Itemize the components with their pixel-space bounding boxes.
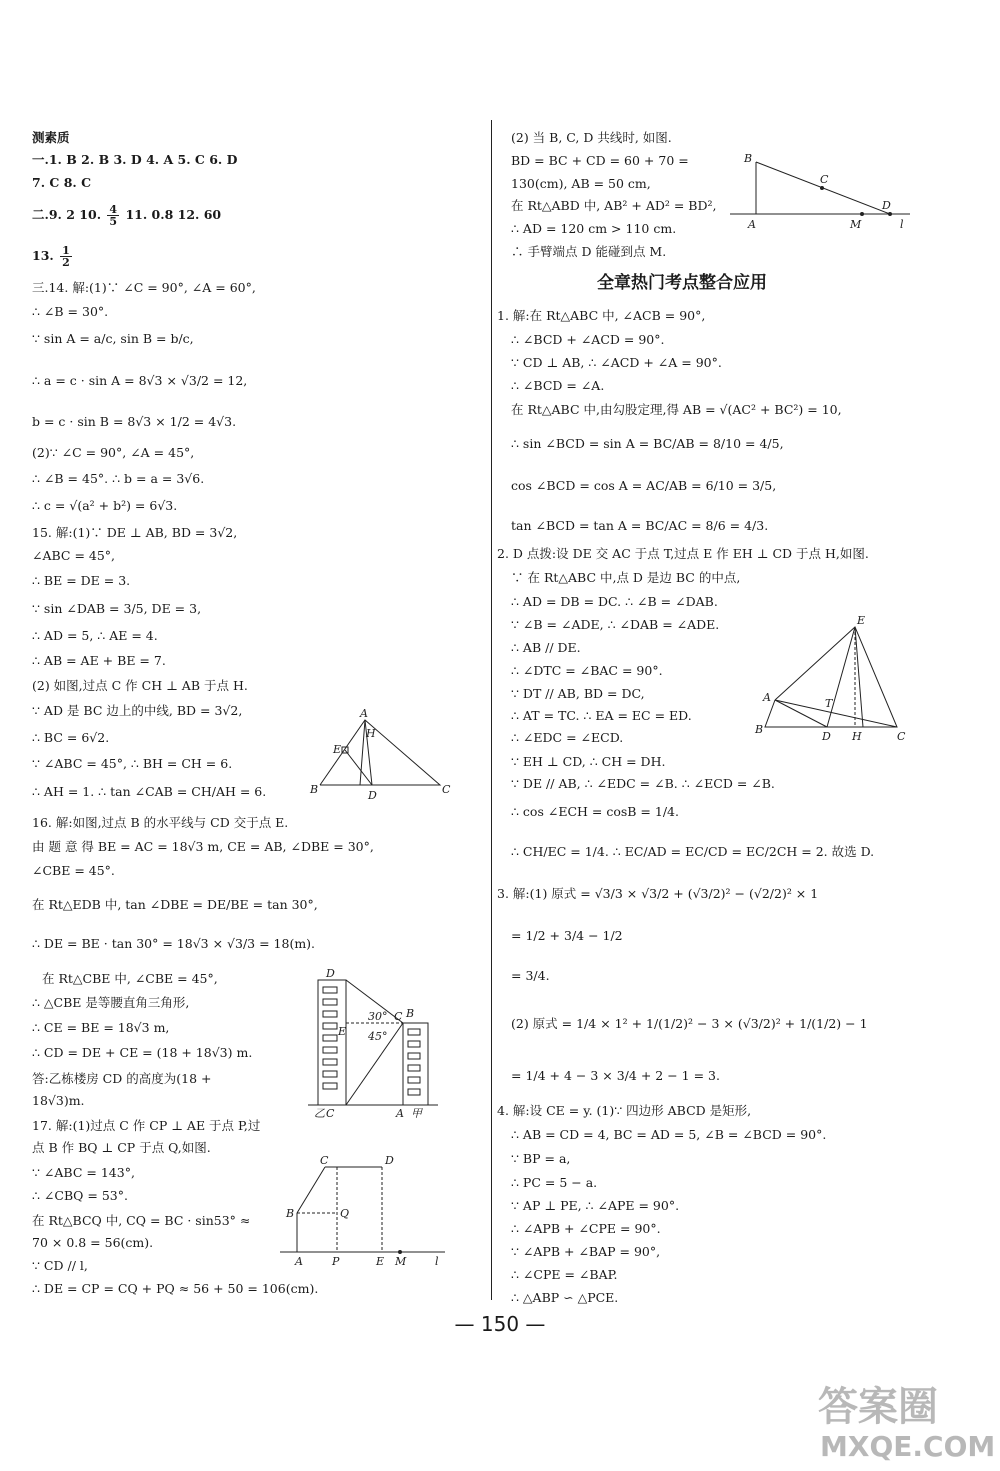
r-line: 在 Rt△ABC 中,由勾股定理,得 AB = √(AC² + BC²) = 10, [511, 402, 842, 417]
svg-text:E: E [857, 614, 866, 627]
q16-line: 在 Rt△CBE 中, ∠CBE = 45°, [42, 971, 218, 986]
ladder-figure [730, 150, 915, 235]
svg-text:A: A [360, 707, 368, 720]
r-line: ∴ sin ∠BCD = sin A = BC/AB = 8/10 = 4/5, [511, 436, 784, 451]
q17-line: ∴ ∠CBQ = 53°. [32, 1188, 128, 1203]
q16-line: ∴ △CBE 是等腰直角三角形, [32, 995, 190, 1010]
svg-text:乙: 乙 [314, 1107, 325, 1120]
q14-line: ∵ sin A = a/c, sin B = b/c, [32, 331, 194, 346]
q15-line: (2) 如图,过点 C 作 CH ⊥ AB 于点 H. [32, 678, 248, 693]
q17b-line: (2) 当 B, C, D 共线时, 如图. [511, 130, 672, 145]
svg-text:A: A [295, 1255, 303, 1268]
r-line: ∴ CH/EC = 1/4. ∴ EC/AD = EC/CD = EC/2CH = 2. 故选 D. [511, 844, 875, 859]
q16-line: ∠CBE = 45°. [32, 863, 115, 878]
r-line: = 3/4. [511, 968, 550, 983]
svg-text:Q: Q [340, 1207, 350, 1220]
r-line: ∴ AD = DB = DC. ∴ ∠B = ∠DAB. [511, 594, 718, 609]
watermark-logo: 答案圈 [818, 1384, 938, 1430]
q17-line: ∴ DE = CP = CQ + PQ ≈ 56 + 50 = 106(cm). [32, 1281, 319, 1296]
r-line: tan ∠BCD = tan A = BC/AC = 8/6 = 4/3. [511, 518, 769, 533]
svg-text:30°: 30° [368, 1010, 388, 1023]
answer-line-3: 二.9. 2 10. $\frac{4}{5}$ 11. 0.8 12. 60 [32, 203, 222, 228]
q17b-line: ∴ 手臂端点 D 能碰到点 M. [511, 244, 667, 259]
r-line: 3. 解:(1) 原式 = √3/3 × √3/2 + (√3/2)² − (√2/2)² × 1 [497, 886, 819, 901]
r-line: ∵ AP ⊥ PE, ∴ ∠APE = 90°. [511, 1198, 680, 1213]
r-line: ∴ ∠CPE = ∠BAP. [511, 1267, 618, 1282]
svg-text:甲: 甲 [411, 1107, 422, 1120]
r-line: ∵ EH ⊥ CD, ∴ CH = DH. [511, 754, 666, 769]
fraction-1-2: $\frac{1}{2}$ [62, 244, 70, 269]
arm-figure-q17 [275, 1155, 450, 1270]
svg-text:A: A [763, 691, 771, 704]
svg-text:C: C [320, 1154, 329, 1167]
pyramid-figure [755, 615, 915, 745]
svg-text:A: A [748, 218, 756, 231]
q15-line: ∴ BE = DE = 3. [32, 573, 131, 588]
r-line: ∵ DT // AB, BD = DC, [511, 686, 645, 701]
q17b-line: 130(cm), AB = 50 cm, [511, 176, 651, 191]
watermark-url: MXQE.COM [820, 1430, 996, 1463]
svg-text:D: D [882, 199, 891, 212]
r-line: ∵ BP = a, [511, 1151, 571, 1166]
svg-text:E: E [333, 743, 342, 756]
r-line: ∴ △ABP ∽ △PCE. [511, 1290, 619, 1305]
triangle-figure-q15 [300, 707, 460, 805]
svg-text:M: M [850, 218, 862, 231]
r-line: ∴ ∠DTC = ∠BAC = 90°. [511, 663, 663, 678]
r-line: ∴ ∠BCD = ∠A. [511, 378, 605, 393]
buildings-figure-q16 [308, 965, 448, 1120]
chapter-heading: 全章热门考点整合应用 [597, 273, 767, 293]
fraction-4-5: $\frac{4}{5}$ [109, 203, 118, 228]
q17-line: ∵ ∠ABC = 143°, [32, 1165, 135, 1180]
r-line: ∵ ∠B = ∠ADE, ∴ ∠DAB = ∠ADE. [511, 617, 720, 632]
section-title: 测素质 [32, 130, 70, 145]
svg-text:A: A [396, 1107, 404, 1120]
r-line: ∴ ∠EDC = ∠ECD. [511, 730, 624, 745]
r-line: ∴ PC = 5 − a. [511, 1175, 598, 1190]
r-line: = 1/4 + 4 − 3 × 3/4 + 2 − 1 = 3. [511, 1068, 720, 1083]
svg-text:T: T [825, 697, 833, 710]
q16-line: 答:乙栋楼房 CD 的高度为(18 + [32, 1071, 212, 1086]
svg-text:E: E [338, 1025, 347, 1038]
q14-line: 三.14. 解:(1)∵ ∠C = 90°, ∠A = 60°, [32, 280, 256, 295]
q17-line: ∵ CD // l, [32, 1258, 88, 1273]
svg-text:D: D [368, 789, 377, 802]
q15-line: ∵ ∠ABC = 45°, ∴ BH = CH = 6. [32, 756, 233, 771]
q16-line: 16. 解:如图,过点 B 的水平线与 CD 交于点 E. [32, 815, 289, 830]
r-line: = 1/2 + 3/4 − 1/2 [511, 928, 623, 943]
r-line: cos ∠BCD = cos A = AC/AB = 6/10 = 3/5, [511, 478, 777, 493]
svg-text:l: l [435, 1255, 439, 1268]
q16-line: 18√3)m. [32, 1093, 85, 1108]
q16-line: 在 Rt△EDB 中, tan ∠DBE = DE/BE = tan 30°, [32, 897, 318, 912]
q17-line: 在 Rt△BCQ 中, CQ = BC · sin53° ≈ [32, 1213, 251, 1228]
q15-line: ∠ABC = 45°, [32, 548, 116, 563]
svg-text:E: E [376, 1255, 385, 1268]
svg-text:B: B [286, 1207, 295, 1220]
svg-text:l: l [900, 218, 904, 231]
q15-line: ∵ sin ∠DAB = 3/5, DE = 3, [32, 601, 202, 616]
svg-text:M: M [395, 1255, 407, 1268]
q15-line: ∴ BC = 6√2. [32, 730, 110, 745]
svg-text:45°: 45° [368, 1030, 388, 1043]
q16-line: ∴ CE = BE = 18√3 m, [32, 1020, 170, 1035]
r-line: ∴ AB // DE. [511, 640, 581, 655]
r-line: ∴ AT = TC. ∴ EA = EC = ED. [511, 708, 692, 723]
q15-line: ∵ AD 是 BC 边上的中线, BD = 3√2, [32, 703, 243, 718]
q15-line: ∴ AD = 5, ∴ AE = 4. [32, 628, 158, 643]
q14-line: ∴ ∠B = 30°. [32, 304, 109, 319]
q14-line: ∴ ∠B = 45°. ∴ b = a = 3√6. [32, 471, 205, 486]
r-line: ∴ cos ∠ECH = cosB = 1/4. [511, 804, 679, 819]
r-line: ∵ CD ⊥ AB, ∴ ∠ACD + ∠A = 90°. [511, 355, 722, 370]
r-line: ∵ ∠APB + ∠BAP = 90°, [511, 1244, 661, 1259]
q17b-line: BD = BC + CD = 60 + 70 = [511, 153, 689, 168]
svg-text:C: C [442, 783, 451, 796]
q16-line: 由 题 意 得 BE = AC = 18√3 m, CE = AB, ∠DBE = 30°, [32, 839, 374, 854]
answer-line-2: 7. C 8. C [32, 175, 92, 190]
q14-line: (2)∵ ∠C = 90°, ∠A = 45°, [32, 445, 195, 460]
r-line: 1. 解:在 Rt△ABC 中, ∠ACB = 90°, [497, 308, 706, 323]
r-line: 2. D 点拨:设 DE 交 AC 于点 T,过点 E 作 EH ⊥ CD 于点 H,如图. [497, 546, 869, 561]
svg-text:B: B [310, 783, 319, 796]
q17-line: 70 × 0.8 = 56(cm). [32, 1235, 154, 1250]
q17-line: 点 B 作 BQ ⊥ CP 于点 Q,如图. [32, 1140, 211, 1155]
q17b-line: ∴ AD = 120 cm > 110 cm. [511, 221, 677, 236]
svg-text:C: C [326, 1107, 335, 1120]
page-number: — 150 — [454, 1312, 546, 1336]
r-line: ∴ ∠APB + ∠CPE = 90°. [511, 1221, 661, 1236]
q17-line: 17. 解:(1)过点 C 作 CP ⊥ AE 于点 P,过 [32, 1118, 261, 1133]
svg-text:C: C [394, 1010, 403, 1023]
svg-text:H: H [852, 730, 862, 743]
q17b-line: 在 Rt△ABD 中, AB² + AD² = BD², [511, 198, 717, 213]
svg-text:D: D [385, 1154, 394, 1167]
svg-text:D: D [326, 967, 335, 980]
r-line: ∴ ∠BCD + ∠ACD = 90°. [511, 332, 665, 347]
svg-text:D: D [822, 730, 831, 743]
answer-line-1: 一.1. B 2. B 3. D 4. A 5. C 6. D [32, 152, 238, 167]
r-line: (2) 原式 = 1/4 × 1² + 1/(1/2)² − 3 × (√3/2)² + 1/(1/2) − 1 [511, 1016, 868, 1031]
q14-line: ∴ c = √(a² + b²) = 6√3. [32, 498, 178, 513]
q16-line: ∴ CD = DE + CE = (18 + 18√3) m. [32, 1045, 253, 1060]
q14-line: b = c · sin B = 8√3 × 1/2 = 4√3. [32, 414, 237, 429]
svg-text:C: C [897, 730, 906, 743]
answer-line-13: 13. $\frac{1}{2}$ [32, 244, 70, 269]
svg-text:B: B [755, 723, 764, 736]
q15-line: 15. 解:(1)∵ DE ⊥ AB, BD = 3√2, [32, 525, 238, 540]
r-line: ∴ AB = CD = 4, BC = AD = 5, ∠B = ∠BCD = 90°. [511, 1127, 827, 1142]
q14-line: ∴ a = c · sin A = 8√3 × √3/2 = 12, [32, 373, 248, 388]
svg-text:H: H [366, 727, 376, 740]
svg-text:B: B [744, 152, 753, 165]
svg-text:C: C [820, 173, 829, 186]
q15-line: ∴ AB = AE + BE = 7. [32, 653, 166, 668]
r-line: ∵ DE // AB, ∴ ∠EDC = ∠B. ∴ ∠ECD = ∠B. [511, 776, 775, 791]
column-divider [491, 120, 492, 1300]
r-line: 4. 解:设 CE = y. (1)∵ 四边形 ABCD 是矩形, [497, 1103, 752, 1118]
q16-line: ∴ DE = BE · tan 30° = 18√3 × √3/3 = 18(m). [32, 936, 316, 951]
q15-line: ∴ AH = 1. ∴ tan ∠CAB = CH/AH = 6. [32, 784, 267, 799]
svg-text:B: B [406, 1007, 415, 1020]
svg-text:P: P [332, 1255, 340, 1268]
r-line: ∵ 在 Rt△ABC 中,点 D 是边 BC 的中点, [511, 570, 741, 585]
